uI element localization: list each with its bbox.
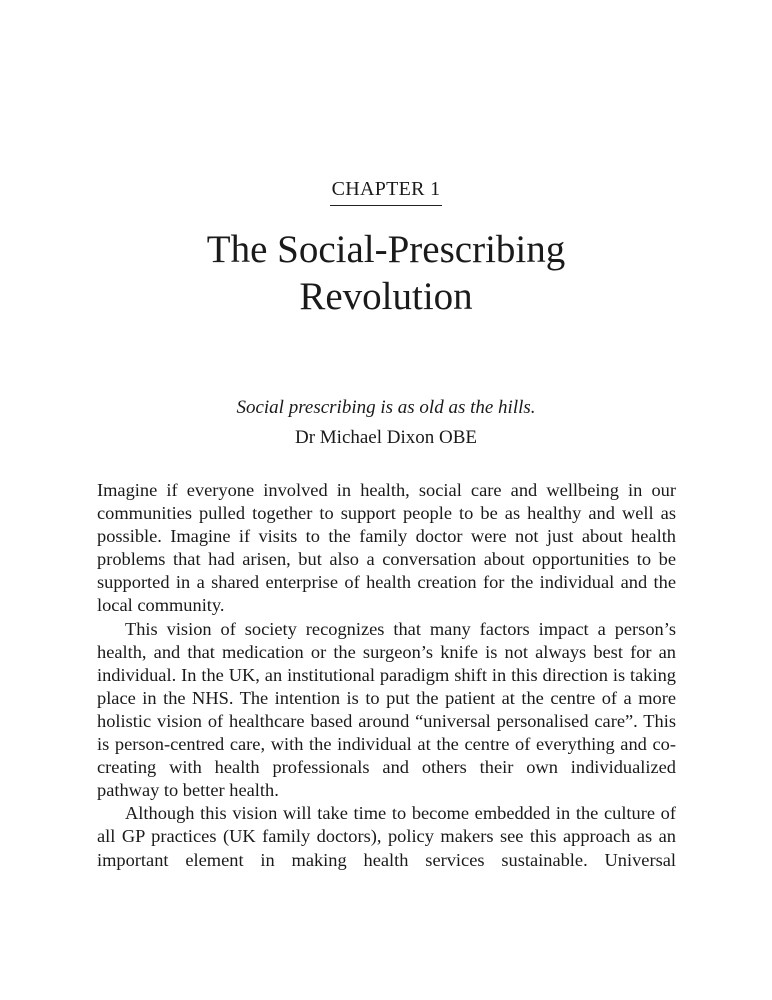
chapter-title-line-1: The Social-Prescribing: [206, 228, 566, 271]
paragraph: This vision of society recognizes that many factors impact a person’s health, and that medication or the surgeon’s knife is not always best for an individual. In the UK, an institutional paradigm shift in this direction is taking place in the NHS. The intention is to put the patient at the centre of a more holistic vision of healthcare based around “universal personalised care”. This is person-centred care, with the individual at the centre of everything and co-creating with health professionals and others their own individualized pathway to better health.: [97, 618, 676, 801]
chapter-label: CHAPTER 1: [330, 176, 443, 206]
paragraph: Although this vision will take time to become embedded in the culture of all GP practices (UK family doctors), policy makers see this approach as an important element in making health services sustainable. Universal: [97, 803, 676, 870]
chapter-heading: [0, 176, 772, 206]
epigraph-quote: Social prescribing is as old as the hills.: [236, 397, 536, 418]
body-text: [97, 479, 676, 872]
epigraph-author: Dr Michael Dixon OBE: [294, 427, 478, 448]
chapter-title-line-2: Revolution: [299, 275, 473, 318]
chapter-title: [0, 226, 772, 320]
paragraph: Imagine if everyone involved in health, social care and wellbeing in our communities pulled together to support people to be as healthy and well as possible. Imagine if visits to the family doctor were not just about health problems that had arisen, but also a conversation about opportunities to be supported in a shared enterprise of health creation for the individual and the local community.: [97, 480, 676, 616]
epigraph: [0, 395, 772, 451]
